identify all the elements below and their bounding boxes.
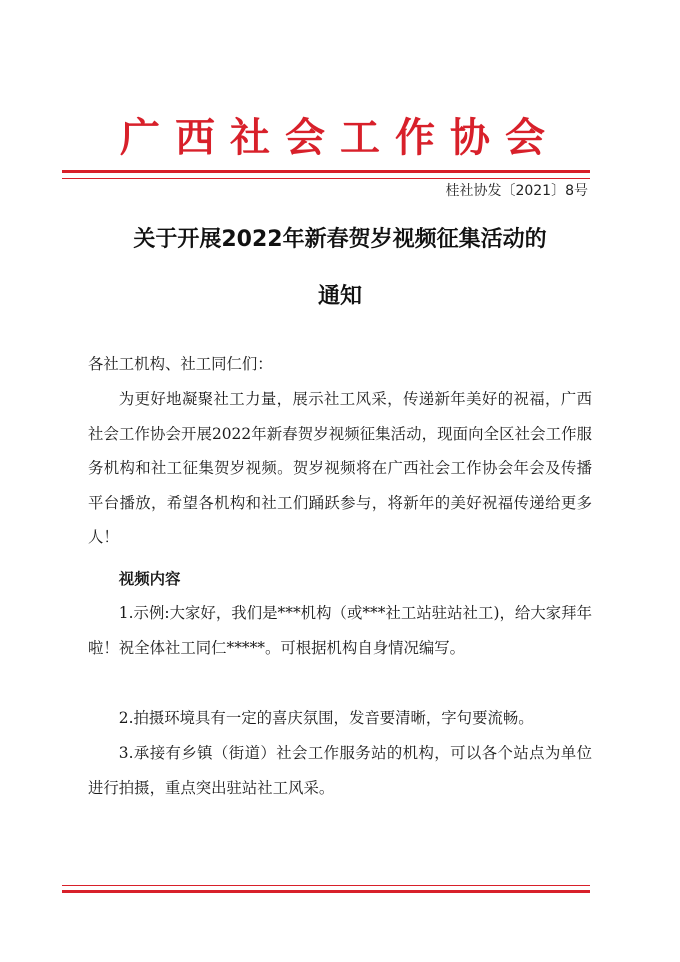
header-rule-thin <box>62 178 590 179</box>
item-2-text: 2.拍摄环境具有一定的喜庆氛围，发音要清晰，字句要流畅。 <box>118 709 534 727</box>
organization-header: 广西社会工作协会 <box>120 114 560 161</box>
intro-paragraph <box>88 382 592 555</box>
item-3-text: 3.承接有乡镇（街道）社会工作服务站的机构，可以各个站点为单位进行拍摄，重点突出驻站社工风采。 <box>88 744 592 797</box>
document-title-line-2: 通知 <box>317 284 362 309</box>
item-1 <box>88 596 592 665</box>
item-1-text: 1.示例:大家好，我们是***机构（或***社工站驻站社工)，给大家拜年啦！祝全体社工同仁*****。可根据机构自身情况编写。 <box>88 604 592 657</box>
item-2 <box>88 701 592 736</box>
footer-rule-thick <box>62 890 590 893</box>
salutation-text: 各社工机构、社工同仁们： <box>88 355 273 373</box>
intro-text: 为更好地凝聚社工力量，展示社工风采，传递新年美好的祝福，广西社会工作协会开展2022年新春贺岁视频征集活动，现面向全区社会工作服务机构和社工征集贺岁视频。贺岁视频将在广西社会工作协会年会及传播平台播放，希望各机构和社工们踊跃参与，将新年的美好祝福传递给更多人！ <box>88 390 592 546</box>
footer-rule-thin <box>62 885 590 886</box>
document-number: 桂社协发〔2021〕8号 <box>445 183 588 199</box>
item-3 <box>88 736 592 805</box>
header-rule-thick <box>62 170 590 173</box>
salutation <box>88 347 592 382</box>
section-heading-text: 视频内容 <box>118 570 181 588</box>
section-heading <box>88 562 592 597</box>
document-title-line-1: 关于开展2022年新春贺岁视频征集活动的 <box>133 227 547 252</box>
